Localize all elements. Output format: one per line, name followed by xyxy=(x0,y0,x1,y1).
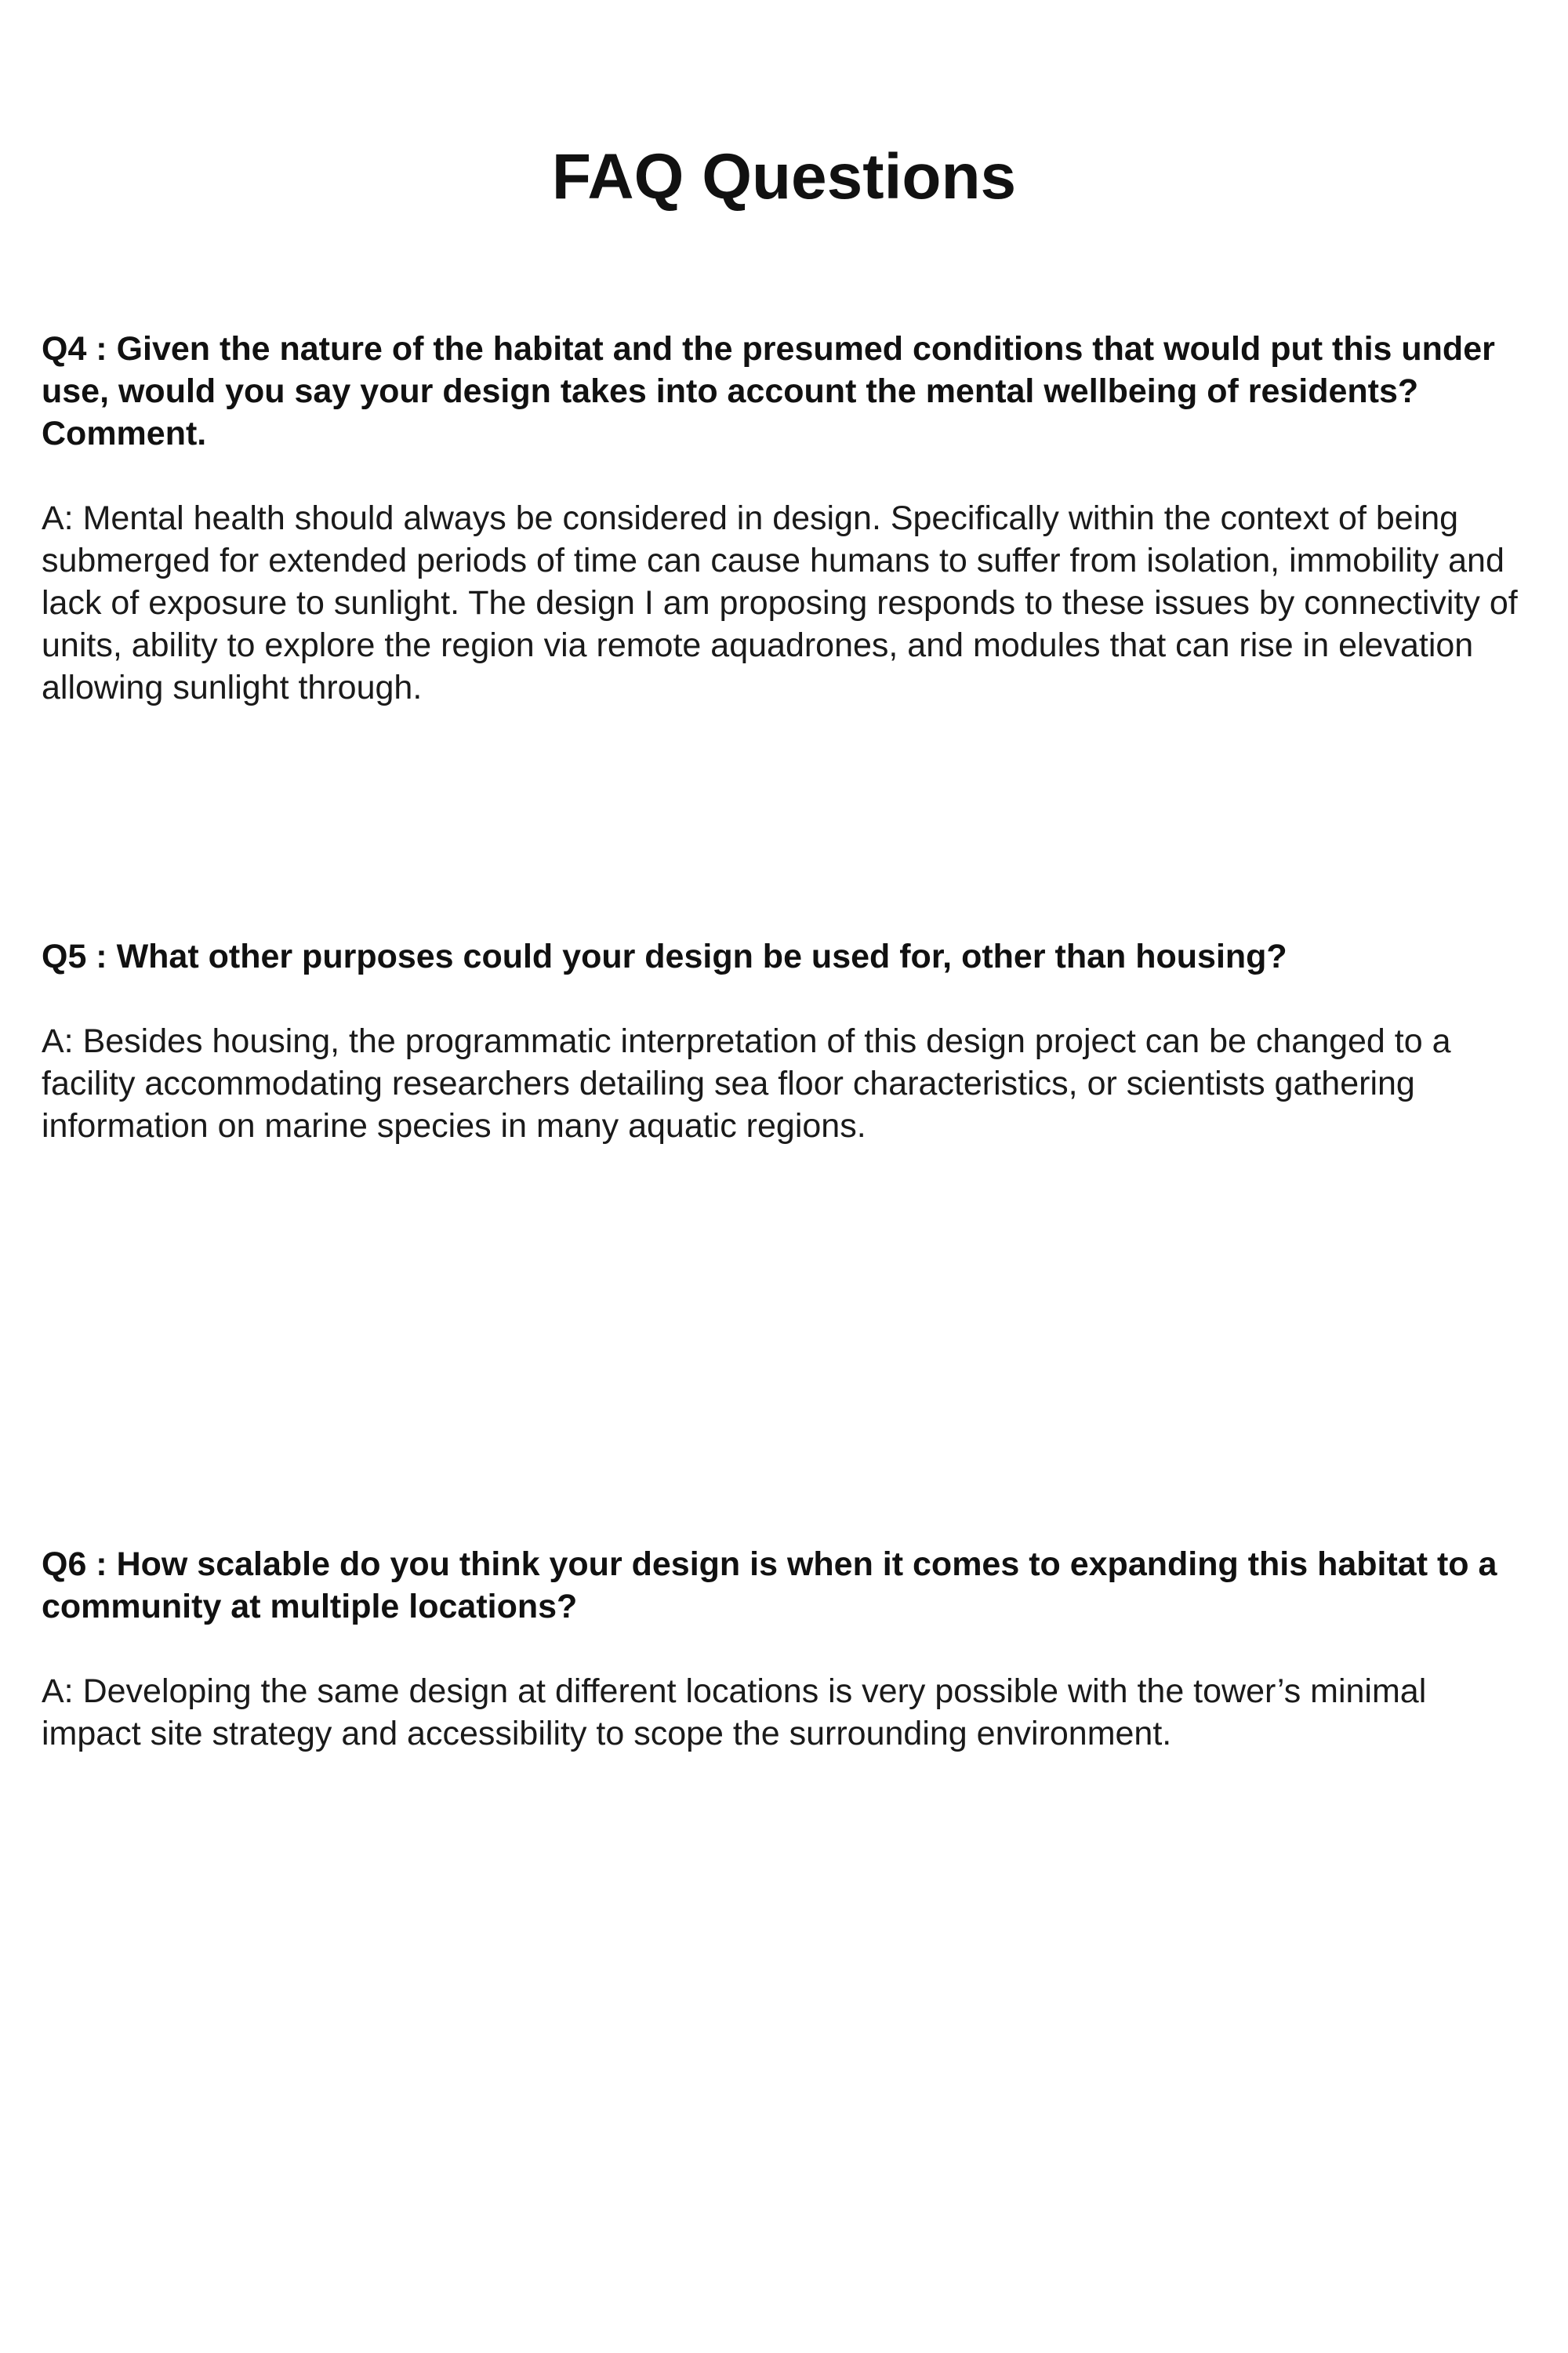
faq-item-q6 xyxy=(42,1543,1531,1755)
faq-question: Q5 : What other purposes could your design be used for, other than housing? xyxy=(42,938,1287,975)
faq-answer: A: Besides housing, the programmatic interpretation of this design project can be changed to a facility accommodating researchers detailing sea floor characteristics, or scientists gathering information on marine species in many aquatic regions. xyxy=(42,1022,1451,1145)
faq-answer: A: Mental health should always be considered in design. Specifically within the context of being submerged for extended periods of time can cause humans to suffer from isolation, immobility and lack of exposure to sunlight. The design I am proposing responds to these issues by connectivity of units, ability to explore the region via remote aquadrones, and modules that can rise in elevation allowing sunlight through. xyxy=(42,499,1518,706)
faq-question: Q4 : Given the nature of the habitat and the presumed conditions that would put this under use, would you say your design takes into account the mental wellbeing of residents? Comment. xyxy=(42,330,1495,452)
faq-item-q4 xyxy=(42,328,1531,709)
faq-question: Q6 : How scalable do you think your design is when it comes to expanding this habitat to a community at multiple locations? xyxy=(42,1545,1497,1625)
faq-answer: A: Developing the same design at different locations is very possible with the tower’s minimal impact site strategy and accessibility to scope the surrounding environment. xyxy=(42,1672,1427,1752)
page-title: FAQ Questions xyxy=(551,141,1017,212)
faq-item-q5 xyxy=(42,935,1531,1147)
